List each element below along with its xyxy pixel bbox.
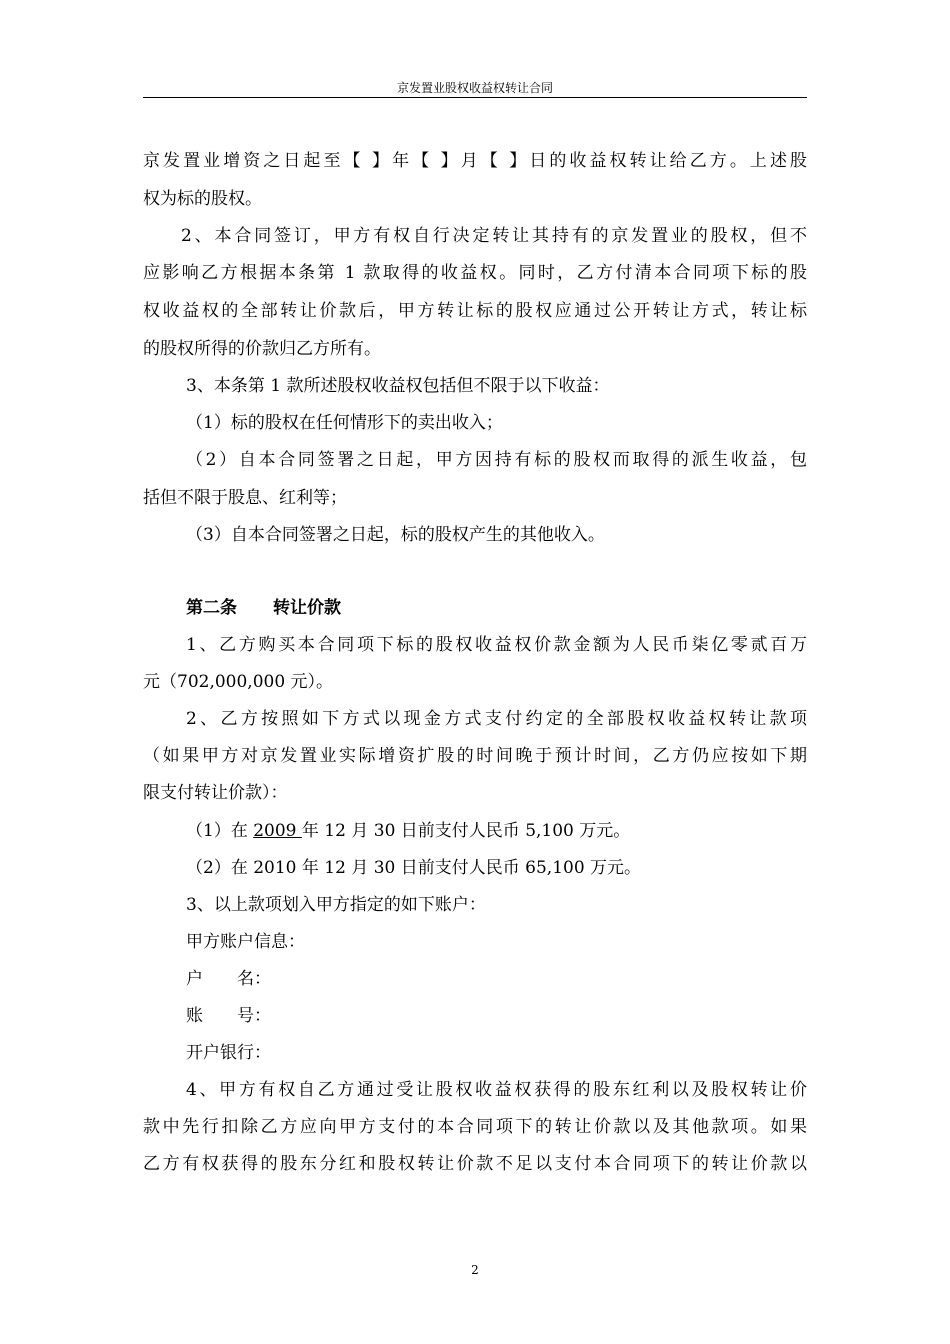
- account-number-char1: 账: [186, 1006, 203, 1026]
- body-line-14: 2、乙方按照如下方式以现金方式支付约定的全部股权收益权转让款项: [186, 709, 807, 729]
- payment-item-1-prefix: （1）在: [186, 821, 254, 841]
- article-number: 第二条: [186, 598, 237, 618]
- page-header-title: 京发置业股权收益权转让合同: [396, 81, 553, 95]
- list-item-3: （3）自本合同签署之日起，标的股权产生的其他收入。: [186, 525, 605, 545]
- list-item-2: （2）自本合同签署之日起，甲方因持有标的股权而取得的派生收益，包: [186, 450, 807, 470]
- payment-item-1: [186, 820, 850, 842]
- page-number: 2: [471, 1263, 479, 1277]
- account-name-char1: 户: [186, 969, 203, 989]
- account-info-label: 甲方账户信息：: [186, 932, 305, 952]
- account-name-char2: 名：: [237, 969, 271, 989]
- header-rule: [143, 97, 807, 98]
- list-item-1: （1）标的股权在任何情形下的卖出收入；: [186, 413, 503, 433]
- body-line-19: 3、以上款项划入甲方指定的如下账户：: [186, 895, 486, 915]
- body-line-12: 1、乙方购买本合同项下标的股权收益权价款金额为人民币柒亿零贰百万: [186, 635, 807, 655]
- body-line-2: 权为标的股权。: [143, 189, 262, 209]
- body-line-26: 乙方有权获得的股东分红和股权转让价款不足以支付本合同项下的转让价款以: [143, 1154, 807, 1174]
- list-item-2-cont: 括但不限于股息、红利等；: [143, 488, 347, 508]
- account-number-row: [186, 1005, 850, 1027]
- body-line-24: 4、甲方有权自乙方通过受让股权收益权获得的股东红利以及股权转让价: [186, 1080, 807, 1100]
- body-line-15: （如果甲方对京发置业实际增资扩股的时间晚于预计时间，乙方仍应按如下期: [143, 746, 807, 766]
- body-line-6: 的股权所得的价款归乙方所有。: [143, 339, 381, 359]
- body-line-5: 权收益权的全部转让价款后，甲方转让标的股权应通过公开转让方式，转让标: [143, 301, 807, 321]
- body-line-7: 3、本条第 1 款所述股权收益权包括但不限于以下收益：: [186, 376, 610, 396]
- article-title: 转让价款: [273, 598, 341, 618]
- payment-item-1-rest: 年 12 月 30 日前支付人民币 5,100 万元。: [301, 821, 631, 841]
- article-heading: [186, 597, 850, 619]
- body-line-16: 限支付转让价款）：: [143, 783, 288, 803]
- body-line-4: 应影响乙方根据本条第 1 款取得的收益权。同时，乙方付清本合同项下标的股: [143, 263, 807, 283]
- bank-row: 开户银行：: [186, 1043, 271, 1063]
- account-number-char2: 号：: [237, 1006, 271, 1026]
- body-line-13: 元（702,000,000 元）。: [143, 672, 334, 692]
- body-line-1: 京发置业增资之日起至【 】年【 】月【 】日的收益权转让给乙方。上述股: [143, 151, 807, 171]
- body-line-3: 2、本合同签订，甲方有权自行决定转让其持有的京发置业的股权，但不: [181, 226, 807, 246]
- payment-item-2: （2）在 2010 年 12 月 30 日前支付人民币 65,100 万元。: [186, 858, 642, 878]
- account-name-row: [186, 968, 850, 990]
- body-line-25: 款中先行扣除乙方应向甲方支付的本合同项下的转让价款以及其他款项。如果: [143, 1117, 807, 1137]
- payment-item-1-year: 2009: [253, 821, 302, 841]
